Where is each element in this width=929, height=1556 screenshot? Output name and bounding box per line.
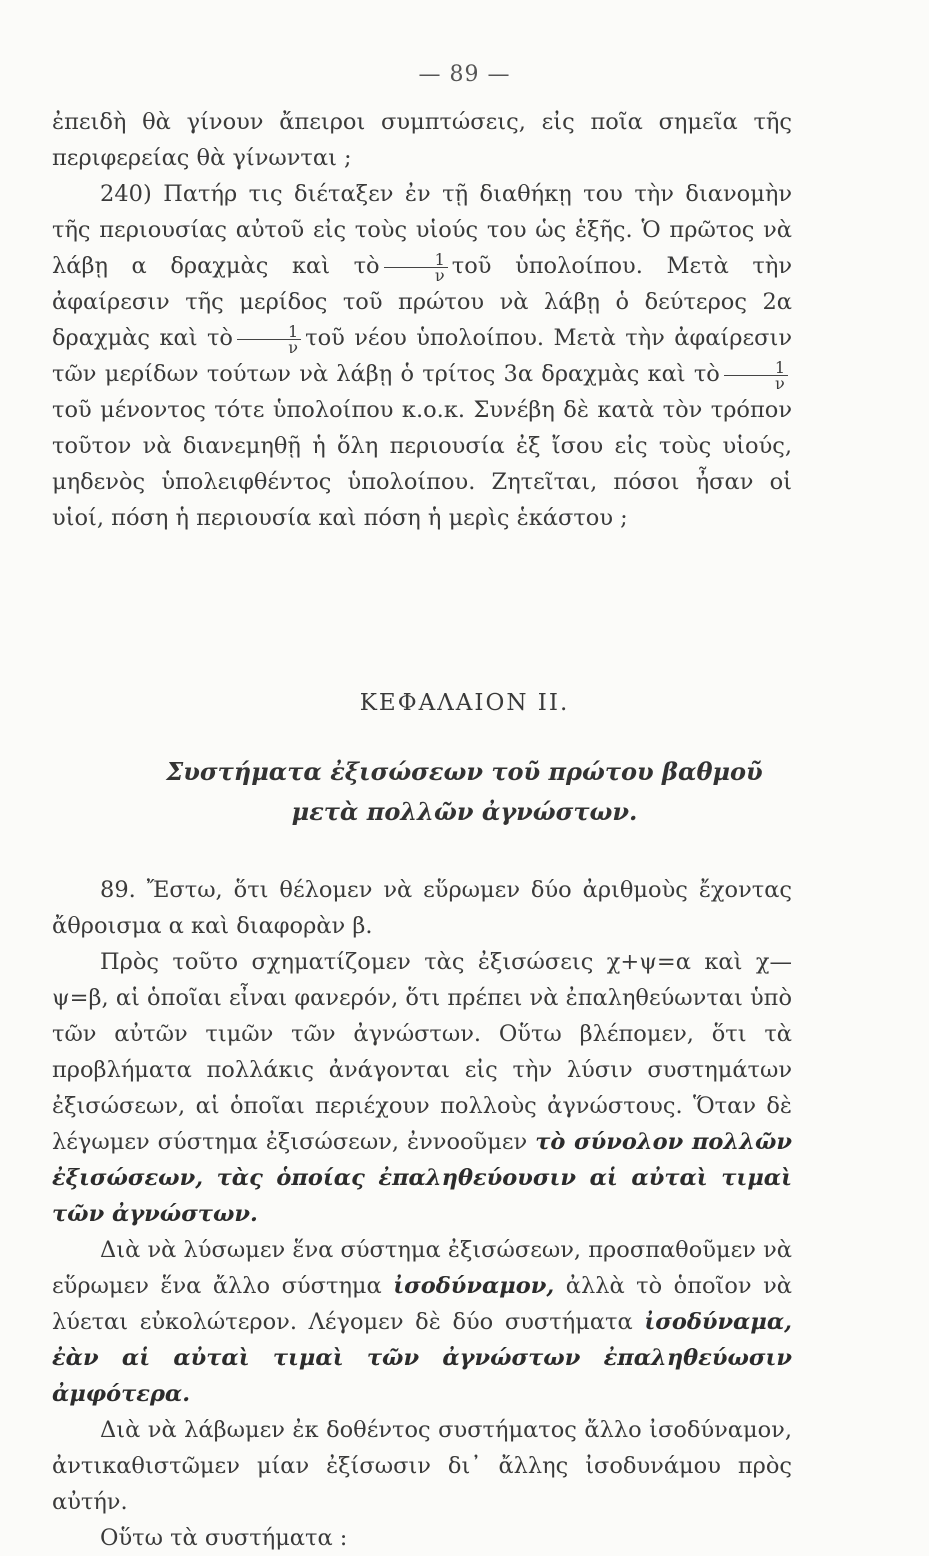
problem-240-text-b: τοῦ ὑπολοίπου. Μετὰ τὴν ἀφαίρεσιν τῆς μερίδος τοῦ πρώτου νὰ λάβῃ ὁ δεύτερος 2α δραχμὰς καὶ τὸ <box>52 253 792 351</box>
definition-system: τὸ σύνολον πολλῶν ἐξισώσεων, τὰς ὁποίας ἐπαληθεύουσιν αἱ αὐταὶ τιμαὶ τῶν ἀγνώστων. <box>52 1129 793 1227</box>
section-89-block <box>52 872 792 1556</box>
section-89-paragraph-5: Οὕτω τὰ συστήματα : <box>100 1525 348 1551</box>
section-89-paragraph-4: Διὰ νὰ λάβωμεν ἐκ δοθέντος συστήματος ἄλλο ἰσοδύναμον, ἀντικαθιστῶμεν μίαν ἐξίσωσιν δι᾽ ἄλλης ἰσοδυνάμου πρὸς αὐτήν. <box>52 1417 792 1515</box>
paragraph-3-text-a: Διὰ νὰ λύσωμεν ἕνα σύστημα ἐξισώσεων, προσπαθοῦμεν νὰ εὕρωμεν ἕνα ἄλλο σύστημα <box>52 1237 792 1299</box>
section-89-intro: 89. Ἔστω, ὅτι θέλομεν νὰ εὕρωμεν δύο ἀριθμοὺς ἔχοντας ἄθροισμα α καὶ διαφορὰν β. <box>52 877 792 939</box>
fraction-1-over-nu: $\frac{1}{\nu}$ <box>384 252 448 283</box>
problem-240-text-c: τοῦ νέου ὑπολοίπου. Μετὰ τὴν ἀφαίρεσιν τῶν μερίδων τούτων νὰ λάβῃ ὁ τρίτος 3α δραχμὰς καὶ τὸ <box>52 325 792 387</box>
section-89-paragraph-3 <box>52 1232 792 1412</box>
paragraph-3-text-c: ἀλλὰ τὸ ὁποῖον νὰ λύεται εὐκολώτερον. Λέγομεν δὲ δύο συστήματα <box>52 1273 792 1335</box>
fraction-1-over-nu: $\frac{1}{\nu}$ <box>724 360 788 391</box>
problem-240 <box>52 176 792 536</box>
paragraph-continuation: ἐπειδὴ θὰ γίνουν ἄπειροι συμπτώσεις, εἰς ποῖα σημεῖα τῆς περιφερείας θὰ γίνωνται ; <box>52 109 792 171</box>
problem-240-text-d: τοῦ μένοντος τότε ὑπολοίπου κ.ο.κ. Συνέβη δὲ κατὰ τὸν τρόπον τοῦτον νὰ διανεμηθῇ ἡ ὅλη περιουσία ἐξ ἴσου εἰς τοὺς υἱούς, μηδενὸς ὑπολειφθέντος ὑπολοίπου. Ζητεῖται, πόσοι ἦσαν οἱ υἱοί, πόση ἡ περιουσία καὶ πόση ἡ μερὶς ἑκάστου ; <box>52 397 792 531</box>
chapter-title: ΚΕΦΑΛΑΙΟΝ ΙΙ. <box>359 690 570 716</box>
paragraph-2-text: Πρὸς τοῦτο σχηματίζομεν τὰς ἐξισώσεις χ+ψ=α καὶ χ—ψ=β, αἱ ὁποῖαι εἶναι φανερόν, ὅτι πρέπει νὰ ἐπαληθεύωνται ὑπὸ τῶν αὐτῶν τιμῶν τῶν ἀγνώστων. Οὕτω βλέπομεν, ὅτι τὰ προβλήματα πολλάκις ἀνάγονται εἰς τὴν λύσιν συστημάτων ἐξισώσεων, αἱ ὁποῖαι περιέχουν πολλοὺς ἀγνώστους. Ὅταν δὲ λέγωμεν σύστημα ἐξισώσεων, ἐννοοῦμεν <box>52 949 792 1155</box>
chapter-subtitle <box>0 752 929 832</box>
chapter-subtitle-line-2: μετὰ πολλῶν ἀγνώστων. <box>291 797 638 826</box>
section-89-paragraph-2 <box>52 944 792 1232</box>
chapter-subtitle-line-1: Συστήματα ἐξισώσεων τοῦ πρώτου βαθμοῦ <box>166 757 763 786</box>
fraction-1-over-nu: $\frac{1}{\nu}$ <box>237 324 301 355</box>
definition-equivalent: ἰσοδύναμα, ἐὰν αἱ αὐταὶ τιμαὶ τῶν ἀγνώστων ἐπαληθεύωσιν ἀμφότερα. <box>52 1309 792 1407</box>
problem-text-block <box>52 104 792 536</box>
term-equivalent: ἰσοδύναμον, <box>393 1273 555 1299</box>
page-number: — 89 — <box>418 62 511 87</box>
problem-240-text-a: 240) Πατήρ τις διέταξεν ἐν τῇ διαθήκῃ του τὴν διανομὴν τῆς περιουσίας αὐτοῦ εἰς τοὺς υἱούς του ὡς ἑξῆς. Ὁ πρῶτος νὰ λάβῃ α δραχμὰς καὶ τὸ <box>52 181 792 279</box>
